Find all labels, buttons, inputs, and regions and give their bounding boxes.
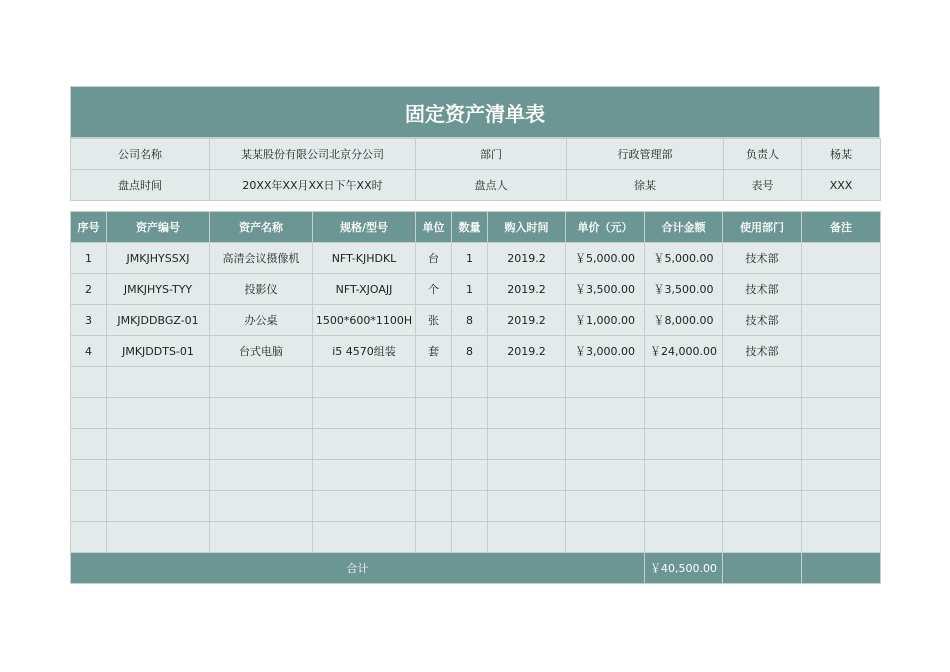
column-header[interactable]: 资产编号 bbox=[107, 212, 210, 243]
empty-cell[interactable] bbox=[488, 429, 566, 460]
empty-cell[interactable] bbox=[313, 398, 416, 429]
table-cell[interactable]: 技术部 bbox=[723, 305, 802, 336]
table-cell[interactable]: ￥24,000.00 bbox=[645, 336, 723, 367]
column-header[interactable]: 规格/型号 bbox=[313, 212, 416, 243]
table-cell[interactable]: 张 bbox=[416, 305, 452, 336]
total-blank-cell[interactable] bbox=[802, 553, 881, 584]
table-cell[interactable]: 套 bbox=[416, 336, 452, 367]
table-header-row bbox=[71, 212, 881, 243]
empty-cell[interactable] bbox=[71, 398, 107, 429]
column-header[interactable]: 数量 bbox=[452, 212, 488, 243]
empty-cell[interactable] bbox=[210, 398, 313, 429]
table-cell[interactable]: 3 bbox=[71, 305, 107, 336]
table-cell[interactable]: JMKJHYS-TYY bbox=[107, 274, 210, 305]
table-cell[interactable]: 投影仪 bbox=[210, 274, 313, 305]
empty-cell[interactable] bbox=[416, 367, 452, 398]
column-header[interactable]: 备注 bbox=[802, 212, 881, 243]
empty-cell[interactable] bbox=[566, 429, 645, 460]
empty-table-row bbox=[71, 460, 881, 491]
column-header[interactable]: 单价（元） bbox=[566, 212, 645, 243]
empty-cell[interactable] bbox=[313, 522, 416, 553]
table-cell[interactable]: 高清会议摄像机 bbox=[210, 243, 313, 274]
empty-table-row bbox=[71, 491, 881, 522]
empty-cell[interactable] bbox=[723, 429, 802, 460]
empty-cell[interactable] bbox=[313, 491, 416, 522]
empty-cell[interactable] bbox=[723, 398, 802, 429]
empty-cell[interactable] bbox=[107, 491, 210, 522]
table-cell[interactable]: ￥8,000.00 bbox=[645, 305, 723, 336]
empty-cell[interactable] bbox=[566, 367, 645, 398]
empty-cell[interactable] bbox=[313, 460, 416, 491]
empty-cell[interactable] bbox=[566, 460, 645, 491]
info-label-manager: 负责人 bbox=[724, 139, 802, 170]
empty-cell[interactable] bbox=[210, 522, 313, 553]
total-label: 合计 bbox=[71, 553, 645, 584]
table-cell[interactable]: ￥3,500.00 bbox=[566, 274, 645, 305]
empty-cell[interactable] bbox=[452, 460, 488, 491]
column-header[interactable]: 使用部门 bbox=[723, 212, 802, 243]
empty-cell[interactable] bbox=[210, 491, 313, 522]
empty-cell[interactable] bbox=[107, 367, 210, 398]
table-cell[interactable]: ￥3,500.00 bbox=[645, 274, 723, 305]
table-body bbox=[71, 243, 881, 553]
table-cell[interactable]: 技术部 bbox=[723, 243, 802, 274]
column-header[interactable]: 合计金额 bbox=[645, 212, 723, 243]
table-cell[interactable] bbox=[802, 274, 881, 305]
table-cell[interactable]: JMKJDDTS-01 bbox=[107, 336, 210, 367]
info-value-inventory-person[interactable]: 徐某 bbox=[567, 170, 724, 201]
column-header[interactable]: 序号 bbox=[71, 212, 107, 243]
empty-cell[interactable] bbox=[452, 367, 488, 398]
empty-cell[interactable] bbox=[488, 460, 566, 491]
empty-cell[interactable] bbox=[416, 522, 452, 553]
empty-cell[interactable] bbox=[645, 491, 723, 522]
table-row bbox=[71, 243, 881, 274]
empty-cell[interactable] bbox=[107, 522, 210, 553]
empty-cell[interactable] bbox=[566, 491, 645, 522]
empty-cell[interactable] bbox=[416, 491, 452, 522]
table-cell[interactable]: 技术部 bbox=[723, 336, 802, 367]
info-value-sheet-number[interactable]: XXX bbox=[802, 170, 881, 201]
info-value-company[interactable]: 某某股份有限公司北京分公司 bbox=[210, 139, 416, 170]
empty-cell[interactable] bbox=[452, 522, 488, 553]
total-blank-cell[interactable] bbox=[723, 553, 802, 584]
total-amount[interactable]: ￥40,500.00 bbox=[645, 553, 723, 584]
empty-table-row bbox=[71, 367, 881, 398]
empty-cell[interactable] bbox=[723, 491, 802, 522]
empty-cell[interactable] bbox=[71, 367, 107, 398]
table-cell[interactable]: 1500*600*1100H bbox=[313, 305, 416, 336]
table-cell[interactable]: JMKJHYSSXJ bbox=[107, 243, 210, 274]
empty-table-row bbox=[71, 398, 881, 429]
empty-cell[interactable] bbox=[802, 491, 881, 522]
empty-cell[interactable] bbox=[802, 460, 881, 491]
table-cell[interactable]: 2 bbox=[71, 274, 107, 305]
empty-cell[interactable] bbox=[416, 398, 452, 429]
table-cell[interactable]: JMKJDDBGZ-01 bbox=[107, 305, 210, 336]
empty-cell[interactable] bbox=[488, 491, 566, 522]
empty-cell[interactable] bbox=[488, 367, 566, 398]
column-header[interactable]: 单位 bbox=[416, 212, 452, 243]
table-cell[interactable]: NFT-XJOAJJ bbox=[313, 274, 416, 305]
column-header[interactable]: 购入时间 bbox=[488, 212, 566, 243]
table-cell[interactable]: 办公桌 bbox=[210, 305, 313, 336]
table-cell[interactable]: ￥1,000.00 bbox=[566, 305, 645, 336]
empty-cell[interactable] bbox=[452, 491, 488, 522]
title-table bbox=[70, 86, 880, 138]
table-cell[interactable]: 技术部 bbox=[723, 274, 802, 305]
empty-table-row bbox=[71, 522, 881, 553]
empty-cell[interactable] bbox=[488, 522, 566, 553]
info-label-inventory-person: 盘点人 bbox=[416, 170, 567, 201]
empty-cell[interactable] bbox=[416, 429, 452, 460]
empty-cell[interactable] bbox=[723, 367, 802, 398]
asset-table bbox=[70, 211, 881, 584]
empty-cell[interactable] bbox=[488, 398, 566, 429]
empty-cell[interactable] bbox=[107, 429, 210, 460]
table-cell[interactable]: 2019.2 bbox=[488, 305, 566, 336]
table-cell[interactable]: 8 bbox=[452, 336, 488, 367]
empty-cell[interactable] bbox=[802, 367, 881, 398]
empty-cell[interactable] bbox=[71, 522, 107, 553]
table-row bbox=[71, 336, 881, 367]
empty-cell[interactable] bbox=[313, 429, 416, 460]
table-row bbox=[71, 305, 881, 336]
table-cell[interactable] bbox=[802, 243, 881, 274]
table-cell[interactable]: 1 bbox=[71, 243, 107, 274]
table-cell[interactable]: 8 bbox=[452, 305, 488, 336]
table-cell[interactable]: i5 4570组装 bbox=[313, 336, 416, 367]
asset-sheet bbox=[70, 86, 880, 584]
empty-cell[interactable] bbox=[566, 522, 645, 553]
empty-cell[interactable] bbox=[210, 429, 313, 460]
info-label-company: 公司名称 bbox=[71, 139, 210, 170]
info-value-manager[interactable]: 杨某 bbox=[802, 139, 881, 170]
empty-cell[interactable] bbox=[645, 398, 723, 429]
empty-cell[interactable] bbox=[645, 460, 723, 491]
empty-cell[interactable] bbox=[71, 491, 107, 522]
info-value-department[interactable]: 行政管理部 bbox=[567, 139, 724, 170]
empty-cell[interactable] bbox=[645, 367, 723, 398]
table-row bbox=[71, 274, 881, 305]
info-label-inventory-time: 盘点时间 bbox=[71, 170, 210, 201]
total-row bbox=[71, 553, 881, 584]
table-cell[interactable]: NFT-KJHDKL bbox=[313, 243, 416, 274]
info-label-sheet-number: 表号 bbox=[724, 170, 802, 201]
info-value-inventory-time[interactable]: 20XX年XX月XX日下午XX时 bbox=[210, 170, 416, 201]
empty-table-row bbox=[71, 429, 881, 460]
info-row bbox=[71, 170, 881, 201]
table-cell[interactable]: 台式电脑 bbox=[210, 336, 313, 367]
empty-cell[interactable] bbox=[802, 522, 881, 553]
empty-cell[interactable] bbox=[107, 398, 210, 429]
table-cell[interactable]: 个 bbox=[416, 274, 452, 305]
info-table bbox=[70, 138, 881, 201]
table-cell[interactable]: 2019.2 bbox=[488, 243, 566, 274]
sheet-title: 固定资产清单表 bbox=[71, 87, 880, 138]
empty-cell[interactable] bbox=[416, 460, 452, 491]
info-label-department: 部门 bbox=[416, 139, 567, 170]
table-cell[interactable]: 1 bbox=[452, 243, 488, 274]
empty-cell[interactable] bbox=[210, 367, 313, 398]
table-cell[interactable]: ￥5,000.00 bbox=[566, 243, 645, 274]
empty-cell[interactable] bbox=[452, 398, 488, 429]
empty-cell[interactable] bbox=[313, 367, 416, 398]
info-row bbox=[71, 139, 881, 170]
empty-cell[interactable] bbox=[452, 429, 488, 460]
table-cell[interactable]: 4 bbox=[71, 336, 107, 367]
column-header[interactable]: 资产名称 bbox=[210, 212, 313, 243]
empty-cell[interactable] bbox=[645, 429, 723, 460]
empty-cell[interactable] bbox=[71, 429, 107, 460]
table-cell[interactable]: 2019.2 bbox=[488, 336, 566, 367]
empty-cell[interactable] bbox=[210, 460, 313, 491]
table-cell[interactable] bbox=[802, 305, 881, 336]
empty-cell[interactable] bbox=[645, 522, 723, 553]
empty-cell[interactable] bbox=[566, 398, 645, 429]
table-cell[interactable]: 1 bbox=[452, 274, 488, 305]
table-cell[interactable]: ￥3,000.00 bbox=[566, 336, 645, 367]
empty-cell[interactable] bbox=[723, 460, 802, 491]
empty-cell[interactable] bbox=[802, 398, 881, 429]
table-cell[interactable]: 台 bbox=[416, 243, 452, 274]
empty-cell[interactable] bbox=[723, 522, 802, 553]
table-cell[interactable]: ￥5,000.00 bbox=[645, 243, 723, 274]
empty-cell[interactable] bbox=[71, 460, 107, 491]
empty-cell[interactable] bbox=[802, 429, 881, 460]
table-cell[interactable]: 2019.2 bbox=[488, 274, 566, 305]
empty-cell[interactable] bbox=[107, 460, 210, 491]
table-cell[interactable] bbox=[802, 336, 881, 367]
